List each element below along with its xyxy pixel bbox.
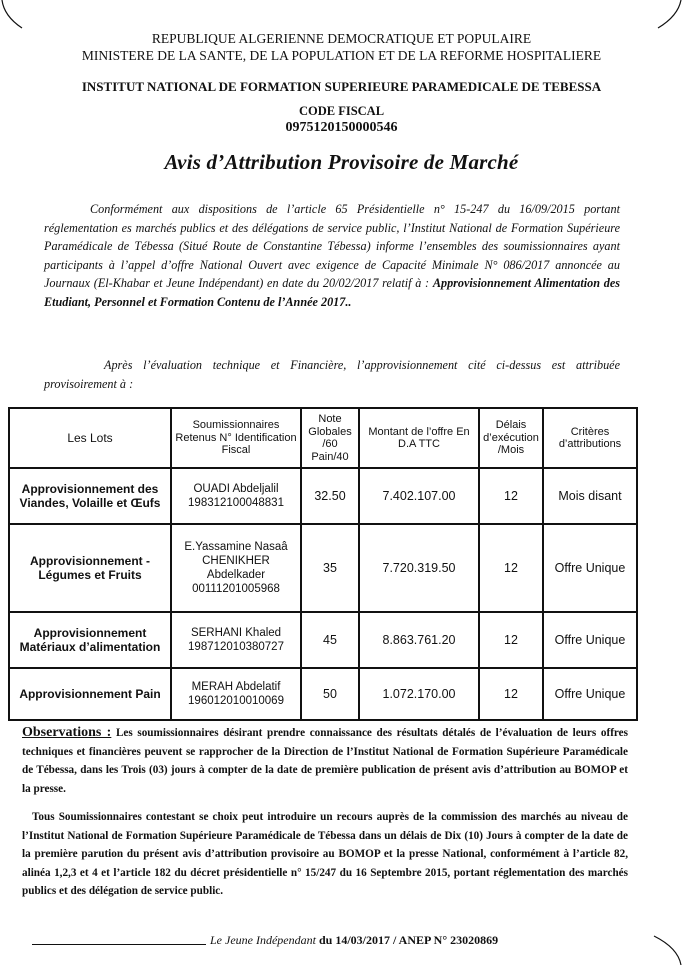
delay-cell: 12 bbox=[479, 668, 543, 720]
bidder-nif: 198712010380727 bbox=[188, 641, 284, 653]
intro-text: Conformément aux dispositions de l’article 65 Présidentielle n° 15-247 du 16/09/2015 portant réglementation es marchés publics et des délégations de service public, l’Institut National de Formation Supérieure Paramédicale de Tébessa (Situé Route de Constantine Tébessa) informe l’ensembles des soumissionnaires ayant participants à l’appel d’offre National Ouvert avec exigence de Capacité Minimale N° 086/2017 annoncée au Journaux (El-Khabar et Jeune Indépendant) en date du 20/02/2017 relatif à : bbox=[44, 202, 620, 290]
table-row bbox=[9, 524, 637, 612]
delay-cell: 12 bbox=[479, 612, 543, 668]
code-fiscal-value: 0975120150000546 bbox=[285, 120, 398, 135]
bidder-nif: 00111201005968 bbox=[192, 583, 280, 595]
note-cell: 35 bbox=[301, 524, 359, 612]
bidder-name: SERHANI Khaled bbox=[190, 627, 282, 639]
criteria-cell: Offre Unique bbox=[543, 668, 637, 720]
lot-name: Approvisionnement Pain bbox=[9, 668, 171, 720]
bidder-cell bbox=[171, 612, 301, 668]
amount-cell: 7.402.107.00 bbox=[359, 468, 479, 524]
col-header-bidder: Soumissionnaires Retenus N° Identification Fiscal bbox=[171, 408, 301, 468]
bidder-nif: 196012010010069 bbox=[188, 695, 284, 707]
col-header-note: Note Globales /60 Pain/40 bbox=[301, 408, 359, 468]
notice-title: Avis d’Attribution Provisoire de Marché bbox=[164, 150, 519, 174]
table-row bbox=[9, 668, 637, 720]
award-table bbox=[8, 407, 638, 721]
bidder-name: OUADI Abdeljalil bbox=[193, 483, 279, 495]
delay-cell: 12 bbox=[479, 468, 543, 524]
header-republic: REPUBLIQUE ALGERIENNE DEMOCRATIQUE ET POPULAIRE bbox=[151, 31, 532, 46]
col-header-lots: Les Lots bbox=[9, 408, 171, 468]
amount-cell: 7.720.319.50 bbox=[359, 524, 479, 612]
amount-cell: 1.072.170.00 bbox=[359, 668, 479, 720]
criteria-cell: Mois disant bbox=[543, 468, 637, 524]
footer-rule bbox=[32, 944, 206, 945]
appeal-paragraph: Tous Soumissionnaires contestant se choix peut introduire un recours auprès de la commission des marchés au niveau de l’Institut National de Formation Supérieure Paramédicale de Tébessa dans un délais de Dix (10) Jours à compter de la date de la première parution du présent avis d’attribution provisoire au BOMOP et la presse National, conformément à l’article 82, alinéa 1,2,3 et 4 et l’article 182 du décret présidentielle n° 15/247 du 16 Septembre 2015, portant réglementation des marchés publics et des délégation de service public. bbox=[22, 811, 628, 898]
observations-heading: Observations : bbox=[22, 725, 112, 740]
bidder-cell bbox=[171, 468, 301, 524]
criteria-cell: Offre Unique bbox=[543, 524, 637, 612]
bidder-name: E.Yassamine Nasaâ CHENIKHER Abdelkader bbox=[184, 541, 288, 581]
code-fiscal-label: CODE FISCAL bbox=[298, 104, 385, 118]
table-row bbox=[9, 612, 637, 668]
bidder-nif: 198312100048831 bbox=[188, 497, 284, 509]
publication-reference: du 14/03/2017 / ANEP N° 23020869 bbox=[315, 933, 499, 947]
lot-name: Approvisionnement Matériaux d’alimentation bbox=[9, 612, 171, 668]
bidder-cell bbox=[171, 668, 301, 720]
intro-object: Approvisionnement Alimentation des Etudiant, Personnel et Formation Contenu de l’Année 2017.. bbox=[44, 276, 620, 309]
publication-name: Le Jeune Indépendant bbox=[210, 933, 316, 947]
note-cell: 32.50 bbox=[301, 468, 359, 524]
lot-name: Approvisionnement des Viandes, Volaille et Œufs bbox=[9, 468, 171, 524]
lot-name: Approvisionnement -Légumes et Fruits bbox=[9, 524, 171, 612]
publication-footer bbox=[210, 933, 498, 948]
bidder-name: MERAH Abdelatif bbox=[191, 681, 281, 693]
col-header-criteria: Critères d’attributions bbox=[543, 408, 637, 468]
delay-cell: 12 bbox=[479, 524, 543, 612]
table-header-row bbox=[9, 408, 637, 468]
note-cell: 45 bbox=[301, 612, 359, 668]
corner-arc-bottom-right bbox=[648, 930, 683, 965]
evaluation-paragraph: Après l’évaluation technique et Financière, l’approvisionnement cité ci-dessus est attribuée provisoirement à : bbox=[44, 358, 620, 391]
amount-cell: 8.863.761.20 bbox=[359, 612, 479, 668]
col-header-amount: Montant de l’offre En D.A TTC bbox=[359, 408, 479, 468]
header-ministry: MINISTERE DE LA SANTE, DE LA POPULATION ET DE LA REFORME HOSPITALIERE bbox=[81, 48, 602, 63]
col-header-delay: Délais d’exécution /Mois bbox=[479, 408, 543, 468]
criteria-cell: Offre Unique bbox=[543, 612, 637, 668]
observations-paragraph bbox=[22, 724, 628, 798]
header-institute: INSTITUT NATIONAL DE FORMATION SUPERIEURE PARAMEDICALE DE TEBESSA bbox=[81, 79, 602, 94]
observations-text: Les soumissionnaires désirant prendre connaissance des résultats détalés de l’évaluation de leurs offres techniques et financières peuvent se rapprocher de la Direction de l’Institut National de Formation Supérieure Paramédicale de Tébessa, dans les Trois (03) jours à compter de la date de première publication de présent avis d’attribution au BOMOP et la presse. bbox=[22, 727, 629, 795]
table-row bbox=[9, 468, 637, 524]
note-cell: 50 bbox=[301, 668, 359, 720]
corner-arc-top-right bbox=[650, 0, 683, 30]
intro-paragraph bbox=[44, 200, 620, 311]
corner-arc-top-left bbox=[0, 0, 30, 30]
bidder-cell bbox=[171, 524, 301, 612]
